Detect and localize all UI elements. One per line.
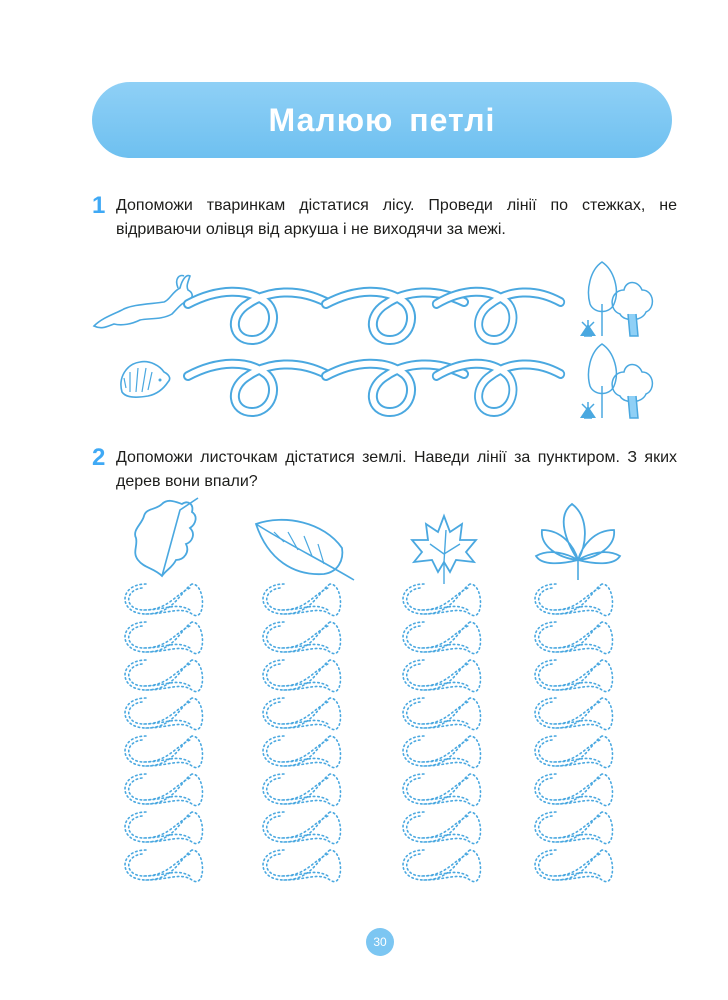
task-1-text: Допоможи тваринкам дістатися лісу. Проведи лінії по стежках, не відриваючи олівця від аркуша і не виходячи за межі. xyxy=(116,197,677,238)
dotted-loop-column-1 xyxy=(125,584,203,882)
path-road-1 xyxy=(188,292,561,340)
hedgehog-icon xyxy=(121,362,170,398)
page-title: Малюю петлі xyxy=(268,101,496,138)
oak-leaf-icon xyxy=(135,498,198,576)
dotted-loop-column-3 xyxy=(403,584,481,882)
path-road-2 xyxy=(188,364,561,412)
dotted-loop-column-2 xyxy=(263,584,341,882)
dotted-loop-column-4 xyxy=(535,584,613,882)
elm-leaf-icon xyxy=(256,520,354,580)
task-2-text: Допоможи листочкам дістатися землі. Наведи лінії за пунктиром. З яких дерев вони впали? xyxy=(116,449,677,490)
task-1-number: 1 xyxy=(92,192,106,219)
forest-icon xyxy=(580,262,652,336)
chestnut-leaf-icon xyxy=(536,504,620,580)
page-number: 30 xyxy=(366,928,394,956)
hare-icon xyxy=(94,276,192,328)
task-2-number: 2 xyxy=(92,444,106,471)
maple-leaf-icon xyxy=(412,516,476,584)
forest-icon xyxy=(580,344,652,418)
